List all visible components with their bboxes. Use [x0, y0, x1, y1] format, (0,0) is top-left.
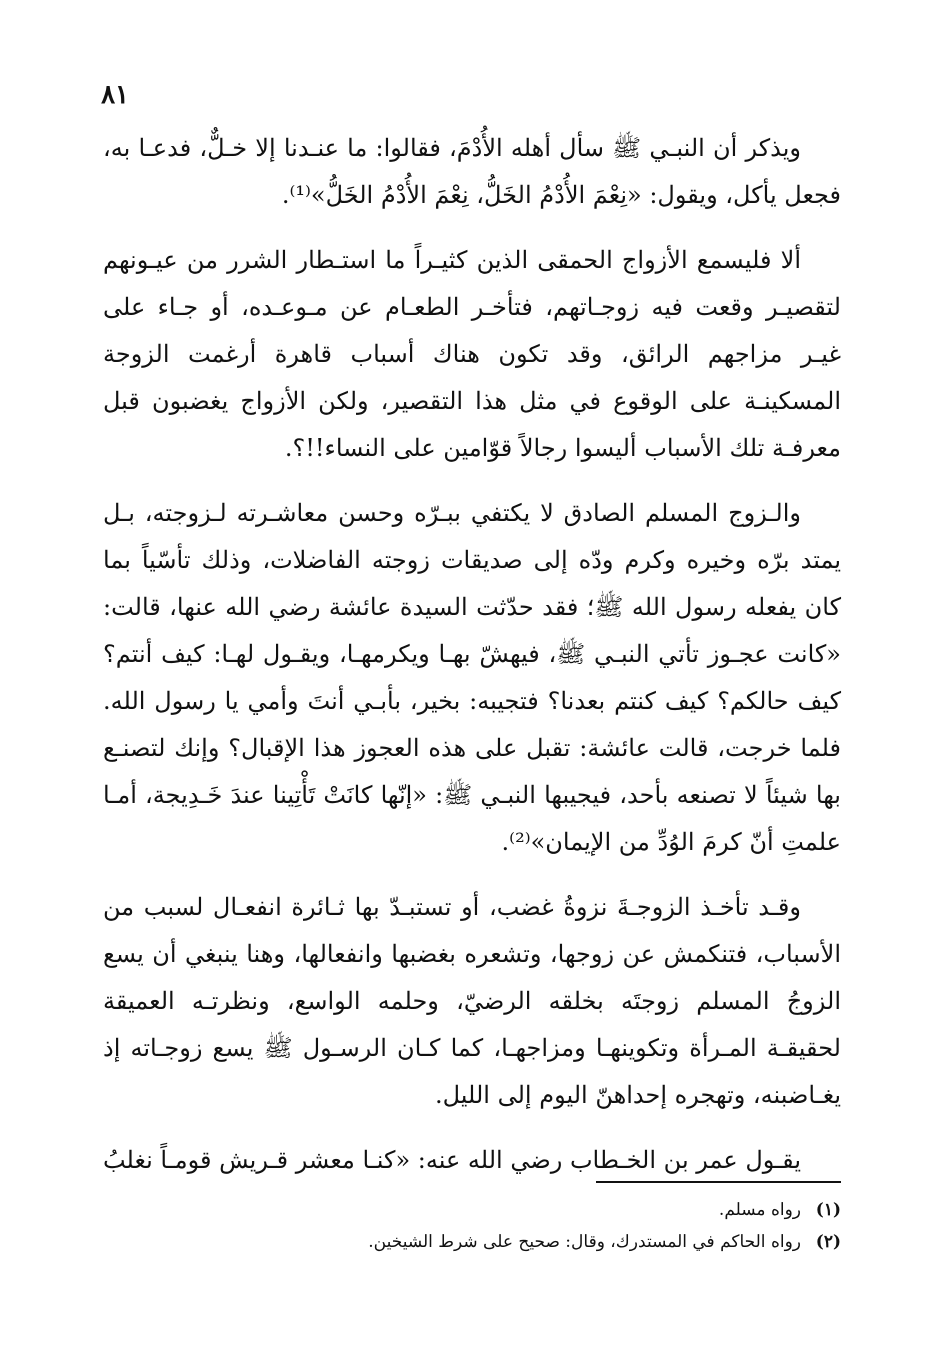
footnote	[103, 1194, 841, 1226]
footnotes	[103, 1194, 841, 1258]
paragraph: ألا فليسمع الأزواج الحمقى الذين كثيـراً ما استـطار الشرر من عيـونهم لتقصيـر وقعت فيه زوجـاتهم، فتأخـر الطعـام عن مـوعـده، أو جـاء على غيـر مزاجهم الرائق، وقد تكون هناك أسباب قاهرة أرغمت الزوجة المسكينـة على الوقوع في مثل هذا التقصير، ولكن الأزواج يغضبون قبل معرفـة تلك الأسباب أليسوا رجالاً قوّامين على النساء!!؟.	[103, 246, 841, 462]
footnote-number: (٢)	[815, 1232, 841, 1252]
page-number: ٨١	[101, 80, 129, 110]
footnote-divider	[596, 1181, 841, 1183]
main-text	[103, 125, 841, 1202]
footnote-text: رواه مسلم.	[718, 1200, 801, 1220]
paragraph: ويذكر أن النبـي ﷺ سأل أهله الأُدْمَ، فقالوا: ما عنـدنا إلا خـلٌّ، فدعـا به، فجعل يأكل، ويقول: «نِعْمَ الأُدْمُ الخَلُّ، نِعْمَ الأُدْمُ الخَلُّ»⁽¹⁾.	[103, 134, 841, 209]
footnote-text: رواه الحاكم في المستدرك، وقال: صحيح على شرط الشيخين.	[368, 1232, 801, 1252]
paragraph: وقـد تأخـذ الزوجـةَ نزوةُ غضب، أو تستبـدّ بها ثـائرة انفعـال لسبب من الأسباب، فتنكمش عن زوجها، وتشعره بغضبها وانفعالها، وهنا ينبغي أن يسع الزوجُ المسلم زوجتَه بخلقه الرضيّ، وحلمه الواسع، ونظرتـه العميقة لحقيقـة المـرأة وتكوينهـا ومزاجهـا، كما كـان الرسـول ﷺ يسع زوجـاته إذ يغـاضبنه، وتهجره إحداهنّ اليوم إلى الليل.	[103, 893, 841, 1109]
footnote	[103, 1226, 841, 1258]
paragraph: والـزوج المسلم الصادق لا يكتفي ببـرّه وحسن معاشـرته لـزوجته، بـل يمتد برّه وخيره وكرم ودّه إلى صديقات زوجته الفاضلات، وذلك تأسّياً بما كان يفعله رسول الله ﷺ؛ فقد حدّثت السيدة عائشة رضي الله عنها، قالت: «كانت عجـوز تأتي النبـي ﷺ، فيهشّ بهـا ويكرمهـا، ويقـول لهـا: كيف أنتم؟ كيف حالكم؟ كيف كنتم بعدنا؟ فتجيبه: بخير، بأبـي أنتَ وأمي يا رسول الله. فلما خرجت، قالت عائشة: تقبل على هذه العجوز هذا الإقبال؟ وإنك لتصنـع بها شيئاً لا تصنعه بأحد، فيجيبها النبـي ﷺ: «إنّها كانَتْ تَأْتِينا عندَ خَـدِيجة، أمـا علمتِ أنّ كرمَ الوُدِّ من الإيمان»⁽²⁾.	[103, 499, 841, 856]
footnote-number: (١)	[815, 1200, 841, 1220]
paragraph: يقـول عمر بن الخـطاب رضي الله عنه: «كنـا معشر قـريش قومـاً نغلبُ	[102, 1146, 801, 1174]
